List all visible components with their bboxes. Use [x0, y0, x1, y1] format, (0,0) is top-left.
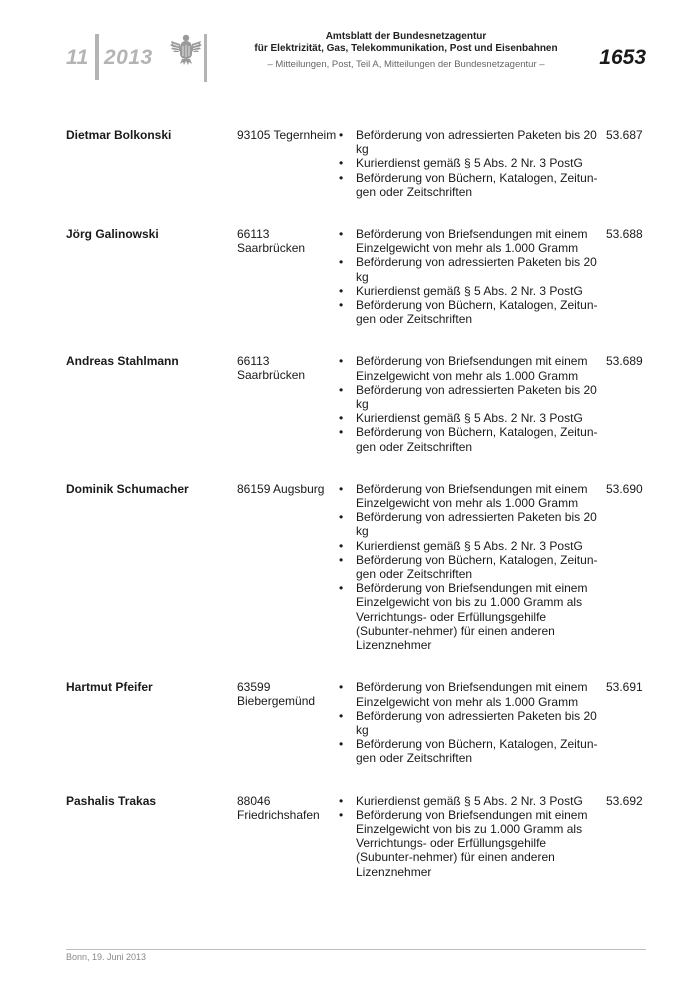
section-title: – Mitteilungen, Post, Teil A, Mitteilungen der Bundesnetzagentur – [267, 59, 545, 70]
place-line: 66113 [237, 354, 270, 369]
service-item: • Kurierdienst gemäß § 5 Abs. 2 Nr. 3 PostG [339, 539, 599, 553]
service-item: • Beförderung von adressierten Paketen bis 20 kg [339, 255, 599, 283]
issue-number: 11 [66, 46, 89, 69]
service-item: • Beförderung von Büchern, Katalogen, Zeitun-gen oder Zeitschriften [339, 737, 599, 765]
license-number: 53.688 [606, 227, 643, 242]
license-number: 53.687 [606, 128, 643, 142]
place-line: Saarbrücken [237, 368, 306, 383]
service-list [339, 680, 599, 765]
license-number: 53.692 [606, 793, 643, 808]
service-item: • Beförderung von adressierten Paketen bis 20 kg [339, 128, 599, 156]
licensee-name: Dominik Schumacher [66, 481, 189, 496]
place-line: Biebergemünd [237, 694, 316, 709]
place-line: 93105 Tegernheim [237, 128, 337, 142]
licensee-entry [66, 794, 656, 879]
license-number: 53.691 [606, 680, 643, 695]
place-line: 63599 [237, 680, 271, 695]
licensee-list [66, 128, 656, 897]
service-item: • Beförderung von adressierten Paketen bis 20 kg [339, 510, 599, 538]
service-item: • Beförderung von Büchern, Katalogen, Zeitun-gen oder Zeitschriften [339, 425, 599, 453]
journal-title: Amtsblatt der Bundesnetzagentur [325, 31, 487, 42]
licensee-entry [66, 354, 656, 453]
place-line: 66113 [237, 227, 270, 242]
service-list [339, 227, 599, 326]
licensee-name: Hartmut Pfeifer [66, 680, 153, 695]
place-line: Friedrichshafen [237, 807, 320, 822]
licensee-entry [66, 482, 656, 652]
license-number: 53.689 [606, 354, 643, 369]
place-line: 88046 [237, 793, 271, 808]
service-list [339, 794, 599, 879]
licensee-entry [66, 227, 656, 326]
service-list [339, 354, 599, 453]
service-item: • Beförderung von Briefsendungen mit einem Einzelgewicht von bis zu 1.000 Gramm als Verrichtungs- oder Erfüllungsgehilfe (Subunter-nehmer) für einen anderen Lizenznehmer [339, 581, 599, 652]
service-item: • Kurierdienst gemäß § 5 Abs. 2 Nr. 3 PostG [339, 156, 599, 170]
licensee-name: Pashalis Trakas [66, 793, 157, 808]
licensee-place [237, 354, 337, 382]
licensee-place [237, 680, 337, 708]
logo-divider [204, 34, 207, 82]
service-item: • Beförderung von Büchern, Katalogen, Zeitun-gen oder Zeitschriften [339, 553, 599, 581]
licensee-place [237, 794, 337, 822]
licensee-place [237, 227, 337, 255]
licensee-place [237, 482, 337, 496]
federal-eagle-icon [170, 32, 202, 66]
page-header [0, 0, 700, 100]
service-item: • Kurierdienst gemäß § 5 Abs. 2 Nr. 3 PostG [339, 411, 599, 425]
service-item: • Kurierdienst gemäß § 5 Abs. 2 Nr. 3 PostG [339, 284, 599, 298]
service-item: • Beförderung von Briefsendungen mit einem Einzelgewicht von mehr als 1.000 Gramm [339, 482, 599, 510]
page-number: 1653 [599, 46, 646, 69]
service-item: • Beförderung von Büchern, Katalogen, Zeitun-gen oder Zeitschriften [339, 298, 599, 326]
service-list [339, 128, 599, 199]
service-list [339, 482, 599, 652]
footer-date: Bonn, 19. Juni 2013 [66, 952, 147, 962]
licensee-name: Dietmar Bolkonski [66, 128, 172, 142]
service-item: • Beförderung von Büchern, Katalogen, Zeitun-gen oder Zeitschriften [339, 171, 599, 199]
place-line: 86159 Augsburg [237, 481, 325, 496]
service-item: • Beförderung von Briefsendungen mit einem Einzelgewicht von mehr als 1.000 Gramm [339, 354, 599, 382]
licensee-name: Andreas Stahlmann [66, 354, 179, 369]
service-item: • Beförderung von adressierten Paketen bis 20 kg [339, 383, 599, 411]
issue-year: 2013 [104, 46, 153, 69]
service-item: • Beförderung von Briefsendungen mit einem Einzelgewicht von bis zu 1.000 Gramm als Verrichtungs- oder Erfüllungsgehilfe (Subunter-nehmer) für einen anderen Lizenznehmer [339, 808, 599, 879]
licensee-entry [66, 680, 656, 765]
service-item: • Beförderung von Briefsendungen mit einem Einzelgewicht von mehr als 1.000 Gramm [339, 227, 599, 255]
service-item: • Kurierdienst gemäß § 5 Abs. 2 Nr. 3 PostG [339, 794, 599, 808]
service-item: • Beförderung von Briefsendungen mit einem Einzelgewicht von mehr als 1.000 Gramm [339, 680, 599, 708]
license-number: 53.690 [606, 481, 643, 496]
footer-divider [66, 949, 646, 950]
licensee-name: Jörg Galinowski [66, 227, 159, 242]
licensee-entry [66, 128, 656, 199]
place-line: Saarbrücken [237, 241, 306, 256]
service-item: • Beförderung von adressierten Paketen bis 20 kg [339, 709, 599, 737]
licensee-place [237, 128, 337, 142]
issue-divider [95, 34, 99, 80]
journal-subtitle: für Elektrizität, Gas, Telekommunikation, Post und Eisenbahnen [254, 43, 558, 54]
